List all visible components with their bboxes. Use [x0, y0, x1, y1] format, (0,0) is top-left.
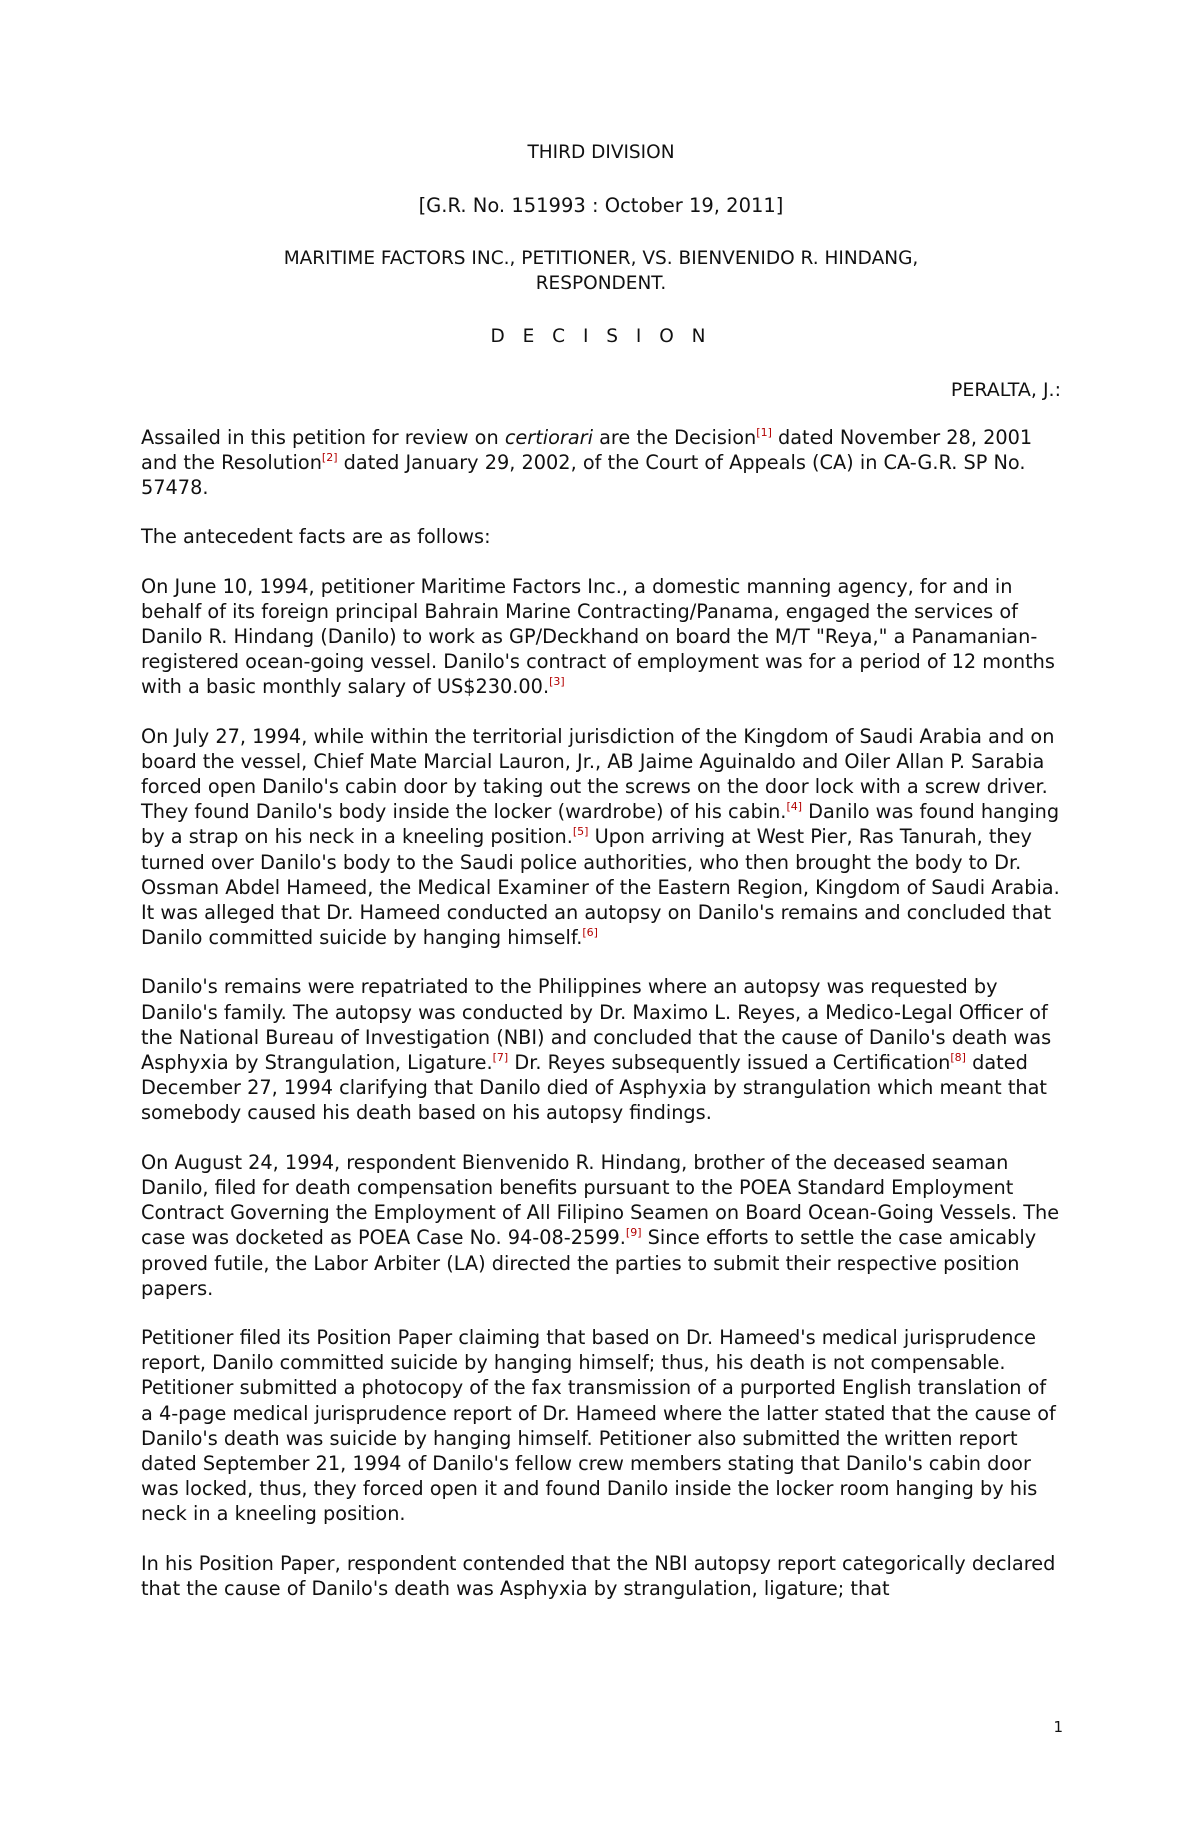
paragraph-6	[141, 1150, 1061, 1301]
text: Since efforts to settle the case amicably proved futile, the Labor Arbiter (LA) directed the parties to submit their respective position papers.	[141, 1226, 1037, 1300]
case-number: [G.R. No. 151993 : October 19, 2011]	[418, 194, 784, 218]
footnote-ref-7[interactable]: [7]	[492, 1051, 509, 1065]
footnote-ref-1[interactable]: [1]	[756, 425, 772, 439]
text: Upon arriving at West Pier, Ras Tanurah, they turned over Danilo's body to the Saudi police authorities, who then brought the body to Dr. Ossman Abdel Hameed, the Medical Examiner of the Eastern Region, Kingdom of Saudi Arabia. It was alleged that Dr. Hameed conducted an autopsy on Danilo's remains and concluded that Danilo committed suicide by hanging himself.	[141, 825, 1060, 950]
decision-heading: D E C I S I O N	[490, 326, 712, 348]
italic-term: certiorari	[504, 425, 593, 449]
document-page	[141, 140, 1061, 1625]
text: Dr. Reyes subsequently issued a Certification	[508, 1051, 951, 1075]
text: Danilo's remains were repatriated to the Philippines where an autopsy was requested by Danilo's family. The autopsy was conducted by Dr. Maximo L. Reyes, a Medico-Legal Officer of the National Bureau of Investigation (NBI) and concluded that the cause of Danilo's death was Asphyxia by Strangulation, Ligature.	[141, 975, 1052, 1075]
case-title	[171, 246, 1031, 296]
case-title-line-2: RESPONDENT.	[535, 273, 667, 295]
text: On August 24, 1994, respondent Bienvenido R. Hindang, brother of the deceased seaman Danilo, filed for death compensation benefits pursuant to the POEA Standard Employment Contract Governing the Employment of All Filipino Seamen on Board Ocean-Going Vessels. The case was docketed as POEA Case No. 94-08-2599.	[141, 1150, 1060, 1250]
paragraph-7	[141, 1325, 1061, 1527]
text: On July 27, 1994, while within the territorial jurisdiction of the Kingdom of Saudi Arabia and on board the vessel, Chief Mate Marcial Lauron, Jr., AB Jaime Aguinaldo and Oiler Allan P. Sarabia forced open Danilo's cabin door by taking out the screws on the door lock with a screw driver. They found Danilo's body inside the locker (wardrobe) of his cabin.	[141, 724, 1055, 824]
paragraph-3	[141, 574, 1061, 700]
text: are the Decision	[592, 425, 757, 449]
paragraph-4	[141, 724, 1061, 951]
case-title-line-1: MARITIME FACTORS INC., PETITIONER, VS. BIENVENIDO R. HINDANG,	[283, 248, 919, 270]
text: Assailed in this petition for review on	[141, 425, 505, 449]
footnote-ref-4[interactable]: [4]	[786, 800, 803, 814]
text: Petitioner filed its Position Paper claiming that based on Dr. Hameed's medical jurisprudence report, Danilo committed suicide by hanging himself; thus, his death is not compensable. Petitioner submitted a photocopy of the fax transmission of a purported English translation of a 4-page medical jurisprudence report of Dr. Hameed where the latter stated that the cause of Danilo's death was suicide by hanging himself. Petitioner also submitted the written report dated September 21, 1994 of Danilo's fellow crew members stating that Danilo's cabin door was locked, thus, they forced open it and found Danilo inside the locker room hanging by his neck in a kneeling position.	[141, 1325, 1056, 1526]
division-heading: THIRD DIVISION	[527, 142, 675, 163]
footnote-ref-6[interactable]: [6]	[582, 926, 598, 940]
text: In his Position Paper, respondent contended that the NBI autopsy report categorically declared that the cause of Danilo's death was Asphyxia by strangulation, ligature; that	[141, 1551, 1056, 1600]
text: dated January 29, 2002, of the Court of Appeals (CA) in CA-G.R. SP No. 57478.	[141, 451, 1026, 500]
footnote-ref-9[interactable]: [9]	[625, 1226, 642, 1240]
footnote-ref-5[interactable]: [5]	[572, 825, 589, 839]
footnote-ref-2[interactable]: [2]	[321, 451, 338, 465]
footnote-ref-8[interactable]: [8]	[950, 1051, 966, 1065]
text: dated December 27, 1994 clarifying that Danilo died of Asphyxia by strangulation which meant that somebody caused his death based on his autopsy findings.	[141, 1051, 1047, 1125]
paragraph-1	[141, 425, 1061, 501]
text: Danilo was found hanging by a strap on his neck in a kneeling position.	[141, 800, 1060, 849]
page-number: 1	[1053, 1718, 1063, 1736]
text: dated November 28, 2001 and the Resolution	[141, 425, 1033, 475]
paragraph-5	[141, 974, 1061, 1125]
text: The antecedent facts are as follows:	[141, 525, 491, 549]
text: On June 10, 1994, petitioner Maritime Factors Inc., a domestic manning agency, for and in behalf of its foreign principal Bahrain Marine Contracting/Panama, engaged the services of Danilo R. Hindang (Danilo) to work as GP/Deckhand on board the M/T "Reya," a Panamanian-registered ocean-going vessel. Danilo's contract of employment was for a period of 12 months with a basic monthly salary of US$230.00.	[141, 574, 1055, 699]
footnote-ref-3[interactable]: [3]	[549, 675, 565, 689]
paragraph-8	[141, 1551, 1061, 1601]
ponente: PERALTA, J.:	[950, 378, 1061, 401]
paragraph-2	[141, 524, 1061, 549]
